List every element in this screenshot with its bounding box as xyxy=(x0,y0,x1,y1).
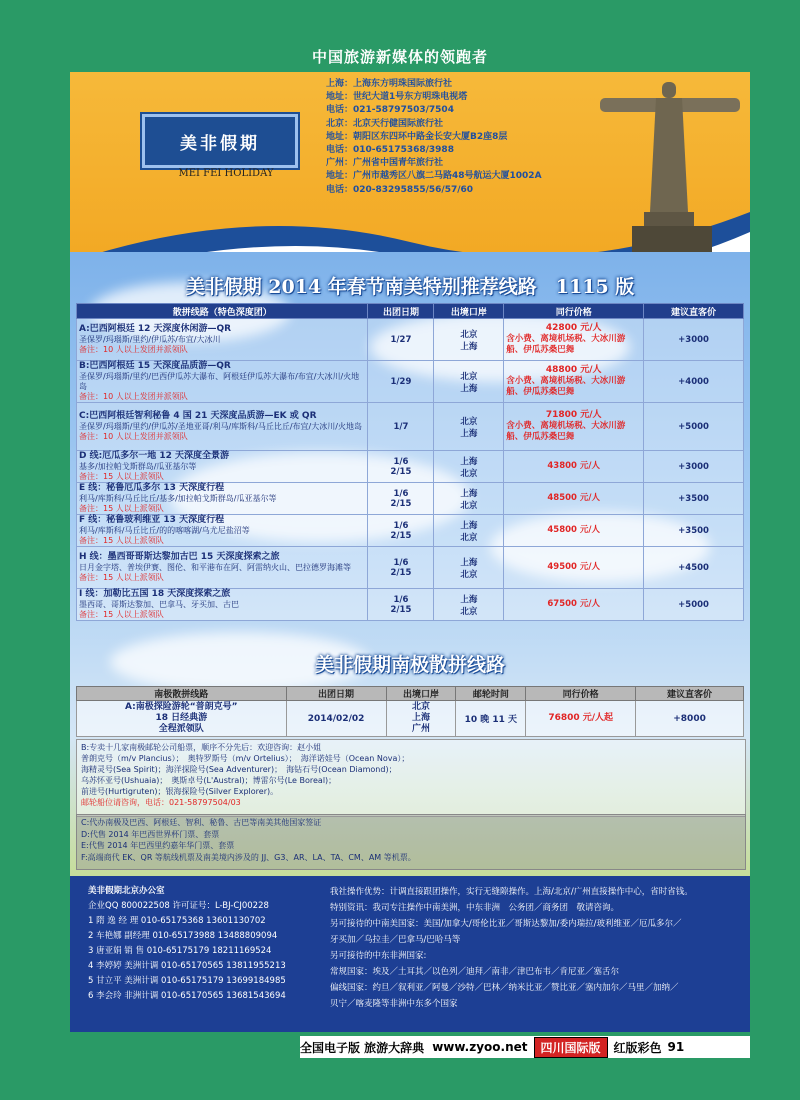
peer-price: 48500 元/人 xyxy=(504,483,644,515)
depart-date: 1/6 2/15 xyxy=(368,451,434,483)
route-name: F 线：秘鲁玻利维亚 13 天深度行程 xyxy=(79,515,225,525)
route-name: E 线：秘鲁厄瓜多尔 13 天深度行程 xyxy=(79,483,225,493)
staff-line: 3 唐亚娟 销 售 010-65175179 18211169524 xyxy=(88,946,272,956)
info-line: 常规国家：埃及／土耳其／以色列／迪拜／南非／津巴布韦／肯尼亚／塞舌尔 xyxy=(330,967,620,977)
route-note: 备注：15 人以上派领队 xyxy=(79,504,164,513)
route-name: I 线：加勒比五国 18 天深度探索之旅 xyxy=(79,589,231,599)
info-line: 另可接待的中东非洲国家: xyxy=(330,951,427,961)
depart-port: 北京 上海 xyxy=(434,361,504,403)
cruise-ship-list xyxy=(76,739,746,817)
depart-date: 2014/02/02 xyxy=(286,701,386,737)
contact-line: 地址：世纪大道1号东方明珠电视塔 xyxy=(326,92,468,103)
route-name: A:巴西阿根廷 12 天深度休闲游—QR xyxy=(79,324,232,334)
depart-port: 北京 上海 广州 xyxy=(386,701,456,737)
route-desc: 利马/库斯科/马丘比丘/基多/加拉帕戈斯群岛/瓜亚基尔等 xyxy=(79,494,277,503)
page-footer xyxy=(300,1036,750,1058)
col-header: 出境口岸 xyxy=(386,687,456,701)
price-includes: 含小费、离境机场税、大冰川游船、伊瓜苏桑巴舞 xyxy=(506,421,626,442)
contact-line: 广州：广州省中国青年旅行社 xyxy=(326,158,444,169)
route-desc: 圣保罗/玛瑙斯/里约/巴西伊瓜苏大瀑布、阿根廷伊瓜苏大瀑布/布宜/大冰川/火地岛 xyxy=(79,372,360,391)
retail-price: +5000 xyxy=(644,589,744,621)
contact-line: 北京：北京天行健国际旅行社 xyxy=(326,118,444,129)
table-row xyxy=(77,483,744,515)
info-line: 特别资讯：我司专注操作中南美洲，中东非洲 公务团／商务团 敬请咨询。 xyxy=(330,903,620,913)
col-header: 建议直客价 xyxy=(644,304,744,319)
note-line: F:高端商代 EK、QR 等航线机票及南美境内涉及的 JJ、G3、AR、LA、TA、CM、AM 等机票。 xyxy=(81,852,416,862)
table-header-row xyxy=(77,687,744,701)
retail-price: +3500 xyxy=(644,483,744,515)
col-header: 建议直客价 xyxy=(636,687,744,701)
route-name: D 线:厄瓜多尔一地 12 天深度全景游 xyxy=(79,451,229,461)
route-desc: 利马/库斯科/马丘比丘/的的喀喀湖/乌尤尼盐沼等 xyxy=(79,526,250,535)
contact-footer-panel xyxy=(70,876,750,1032)
peer-price: 49500 元/人 xyxy=(504,547,644,589)
price-includes: 含小费、离境机场税、大冰川游船、伊瓜苏桑巴舞 xyxy=(506,334,626,355)
info-line: 另可接待的中南美国家：美国/加拿大/哥伦比亚／哥斯达黎加/委内瑞拉/玻利维亚／厄瓜多尔／ xyxy=(330,919,682,929)
contact-line: 电话：020-83295855/56/57/60 xyxy=(326,184,474,195)
antarctica-routes-table xyxy=(76,686,744,737)
note-line: C:代办南极及巴西、阿根廷、智利、秘鲁、古巴等南美其他国家签证 xyxy=(81,818,322,827)
office-title: 美非假期北京办公室 xyxy=(88,886,165,896)
route-desc: 基多/加拉帕戈斯群岛/瓜亚基尔等 xyxy=(79,462,197,471)
retail-price: +4500 xyxy=(644,547,744,589)
note-line: E:代售 2014 年巴西里约嘉年华门票、套票 xyxy=(81,841,235,850)
table-row xyxy=(77,319,744,361)
route-name: H 线：墨西哥哥斯达黎加古巴 15 天深度探索之旅 xyxy=(79,552,280,562)
staff-line: 2 车艳娜 副经理 010-65173988 13488809094 xyxy=(88,931,278,941)
info-line: 我社操作优势：计调直接跟团操作，实行无缝隙操作。上海/北京/广州直接操作中心，省时省钱。 xyxy=(330,887,693,897)
staff-line: 6 李会玲 非洲计调 010-65170565 13681543694 xyxy=(88,991,286,1001)
table-row xyxy=(77,515,744,547)
christ-statue-image xyxy=(580,72,750,252)
retail-price: +5000 xyxy=(644,403,744,451)
ship-line: 普朗克号（m/v Plancius）； 奥特罗斯号（m/v Ortelius）； 海洋诺娃号（Ocean Nova）； xyxy=(81,754,410,763)
route-desc: 墨西哥、哥斯达黎加、巴拿马、牙买加、古巴 xyxy=(79,600,239,609)
depart-port: 北京 上海 xyxy=(434,319,504,361)
depart-date: 1/6 2/15 xyxy=(368,515,434,547)
col-header: 邮轮时间 xyxy=(456,687,526,701)
office-info xyxy=(88,884,338,1004)
retail-price: +4000 xyxy=(644,361,744,403)
table-row xyxy=(77,547,744,589)
contact-line: 地址：广州市越秀区八旗二马路48号航运大厦1002A xyxy=(326,171,542,182)
advantage-info xyxy=(330,884,740,1012)
tagline: 中国旅游新媒体的领跑者 xyxy=(311,48,488,66)
table-row xyxy=(77,589,744,621)
route-note: 备注：15 人以上派领队 xyxy=(79,573,164,582)
retail-price: +8000 xyxy=(636,701,744,737)
south-america-routes-table xyxy=(76,303,744,621)
staff-line: 4 李婷婷 美洲计调 010-65170565 13811955213 xyxy=(88,961,286,971)
route-name: C:巴西阿根廷智利秘鲁 4 国 21 天深度品质游—EK 或 QR xyxy=(79,411,317,421)
table-row xyxy=(77,701,744,737)
footer-left: 全国电子版 旅游大辞典 xyxy=(300,1040,425,1055)
ship-line: 邮轮船位请咨询，电话：021-58797504/03 xyxy=(81,798,241,807)
contact-line: 电话：021-58797503/7504 xyxy=(326,105,454,116)
route-note: 备注：10 人以上发团并派领队 xyxy=(79,432,188,441)
depart-date: 1/27 xyxy=(368,319,434,361)
retail-price: +3500 xyxy=(644,515,744,547)
service-notes xyxy=(76,814,746,870)
peer-price: 71800 元/人 xyxy=(545,410,602,420)
footer-edition-badge: 四川国际版 xyxy=(534,1037,608,1058)
col-header: 出团日期 xyxy=(368,304,434,319)
info-line: 偏线国家：约旦／叙利亚／阿曼／沙特／巴林／纳米比亚／赞比亚／塞内加尔／马里／加纳／ xyxy=(330,983,679,993)
footer-url[interactable]: www.zyoo.net xyxy=(432,1040,528,1054)
depart-port: 上海 北京 xyxy=(434,589,504,621)
antarctica-title: 美非假期南极散拼线路 xyxy=(314,654,505,676)
peer-price: 43800 元/人 xyxy=(504,451,644,483)
col-header: 出团日期 xyxy=(286,687,386,701)
col-header: 散拼线路（特色深度团） xyxy=(77,304,368,319)
ship-line: 前进号(Hurtigruten)；银海探险号(Silver Explorer)。 xyxy=(81,787,279,796)
col-header: 同行价格 xyxy=(526,687,636,701)
route-note: 备注：10 人以上发团并派领队 xyxy=(79,345,188,354)
contact-line: 地址：朝阳区东四环中路金长安大厦B2座8层 xyxy=(326,131,508,142)
route-name: A:南极探险游轮“普朗克号” 18 日经典游 全程派领队 xyxy=(77,701,287,737)
depart-date: 1/6 2/15 xyxy=(368,547,434,589)
info-line: 贝宁／喀麦隆等非洲中东多个国家 xyxy=(330,999,458,1009)
logo-english: MEI FEI HOLIDAY xyxy=(178,168,274,179)
ship-line: 海精灵号(Sea Spirit)；海洋探险号(Sea Adventurer)； 海钻石号(Ocean Diamond)； xyxy=(81,765,397,774)
peer-price: 45800 元/人 xyxy=(504,515,644,547)
depart-date: 1/6 2/15 xyxy=(368,483,434,515)
route-desc: 日月金字塔、普埃伊赛、图伦、和平港布在阿、阿雷纳火山、巴拉德罗海滩等 xyxy=(79,563,351,572)
route-note: 备注：15 人以上派领队 xyxy=(79,610,164,619)
retail-price: +3000 xyxy=(644,451,744,483)
route-desc: 圣保罗/玛瑙斯/里约/伊瓜苏/圣地亚哥/利马/库斯科/马丘比丘/布宜/大冰川/火地岛 xyxy=(79,422,362,431)
route-name: B:巴西阿根廷 15 天深度品质游—QR xyxy=(79,361,231,371)
depart-port: 北京 上海 xyxy=(434,403,504,451)
price-includes: 含小费、离境机场税、大冰川游船、伊瓜苏桑巴舞 xyxy=(506,376,626,397)
page-number: 91 xyxy=(667,1040,685,1054)
depart-date: 1/6 2/15 xyxy=(368,589,434,621)
route-desc: 圣保罗/玛瑙斯/里约/伊瓜苏/布宜/大冰川 xyxy=(79,335,221,344)
table-header-row xyxy=(77,304,744,319)
route-note: 备注：15 人以上派领队 xyxy=(79,472,164,481)
logo: 美非假期 xyxy=(142,114,298,168)
contact-line: 上海：上海东方明珠国际旅行社 xyxy=(326,79,453,89)
col-header: 出境口岸 xyxy=(434,304,504,319)
route-note: 备注：10 人以上发团并派领队 xyxy=(79,392,188,401)
info-line: 牙买加／乌拉圭／巴拿马/巴哈马等 xyxy=(330,935,461,945)
contact-line: 电话：010-65175368/3988 xyxy=(326,145,454,156)
depart-date: 1/29 xyxy=(368,361,434,403)
table-row xyxy=(77,361,744,403)
depart-port: 上海 北京 xyxy=(434,451,504,483)
depart-port: 上海 北京 xyxy=(434,483,504,515)
ship-line: 乌苏怀亚号(Ushuaia)； 奥斯卓号(L'Austral)；博雷尔号(Le Boreal)； xyxy=(81,776,337,785)
table-row xyxy=(77,451,744,483)
office-qq: 企业QQ 800022508 许可证号：L-BJ-CJ00228 xyxy=(88,901,269,911)
route-note: 备注：15 人以上派领队 xyxy=(79,536,164,545)
retail-price: +3000 xyxy=(644,319,744,361)
col-header: 南极散拼线路 xyxy=(77,687,287,701)
ship-line: B:专卖十几家南极邮轮公司船票，顺序不分先后：欢迎咨询：赵小姐 xyxy=(81,743,322,752)
col-header: 同行价格 xyxy=(504,304,644,319)
peer-price: 48800 元/人 xyxy=(545,365,602,375)
ad-page xyxy=(70,72,750,1032)
depart-port: 上海 北京 xyxy=(434,515,504,547)
peer-price: 67500 元/人 xyxy=(504,589,644,621)
peer-price: 76800 元/人起 xyxy=(526,701,636,737)
peer-price: 42800 元/人 xyxy=(545,323,602,333)
footer-right: 红版彩色 xyxy=(613,1040,662,1055)
staff-line: 1 隋 逸 经 理 010-65175368 13601130702 xyxy=(88,916,266,926)
note-line: D:代售 2014 年巴西世界杯门票、套票 xyxy=(81,829,220,839)
depart-date: 1/7 xyxy=(368,403,434,451)
staff-line: 5 甘立平 美洲计调 010-65175179 13699184985 xyxy=(88,976,286,986)
depart-port: 上海 北京 xyxy=(434,547,504,589)
cruise-duration: 10 晚 11 天 xyxy=(456,701,526,737)
table-row xyxy=(77,403,744,451)
main-title: 美非假期 2014 年春节南美特别推荐线路 1115 版 xyxy=(185,276,635,298)
